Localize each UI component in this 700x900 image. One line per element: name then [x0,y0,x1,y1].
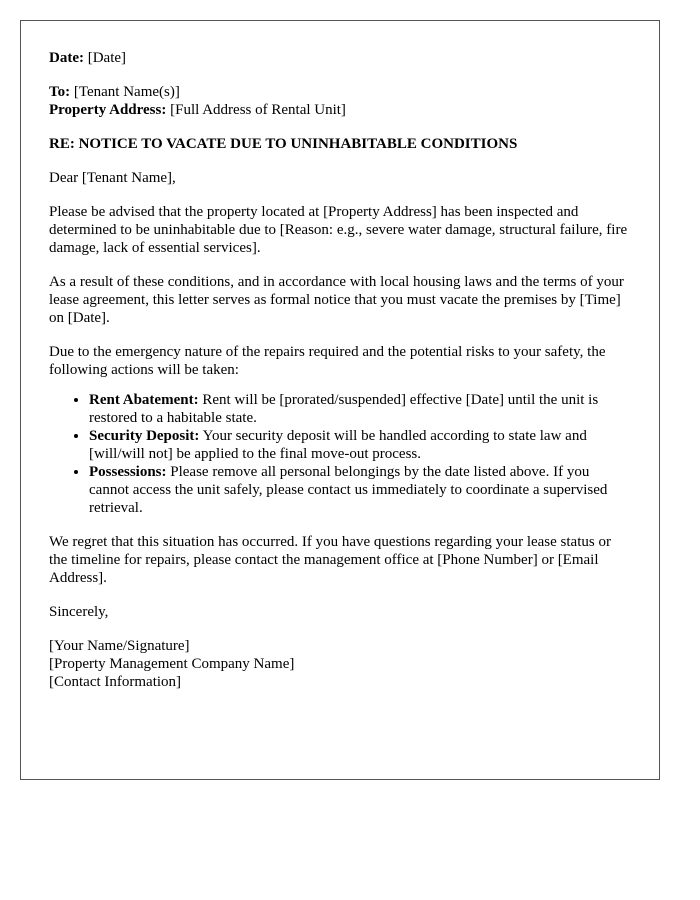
closing: Sincerely, [49,604,109,620]
action-label: Possessions: [89,464,167,480]
date-label: Date: [49,50,84,66]
to-label: To: [49,84,71,100]
property-address-label: Property Address: [49,102,167,118]
action-label: Security Deposit: [89,428,200,444]
paragraph-actions-intro: Due to the emergency nature of the repairs required and the potential risks to your safety, the following actions will be taken: [49,344,606,378]
date-line [49,49,631,67]
salutation: Dear [Tenant Name], [49,170,176,186]
actions-list [49,391,631,517]
action-security-deposit [89,427,631,463]
signature-name: [Your Name/Signature] [49,638,190,654]
date-value: [Date] [87,50,127,66]
action-text: Rent will be [prorated/suspended] effective [Date] until the unit is restored to a habitable state. [89,392,599,426]
action-text: Please remove all personal belongings by the date listed above. If you cannot access the unit safely, please contact us immediately to coordinate a supervised retrieval. [89,464,608,516]
paragraph-inspection: Please be advised that the property located at [Property Address] has been inspected and determined to be uninhabitable due to [Reason: e.g., severe water damage, structural failure, fire damage, lack of essential services]. [49,204,628,256]
subject-line: RE: NOTICE TO VACATE DUE TO UNINHABITABLE CONDITIONS [49,136,518,152]
letter-page [20,20,660,780]
action-possessions [89,463,631,517]
to-line [49,83,631,101]
action-rent-abatement [89,391,631,427]
action-label: Rent Abatement: [89,392,199,408]
signature-block [49,637,631,691]
property-address-line [49,101,631,119]
to-value: [Tenant Name(s)] [73,84,180,100]
property-address-value: [Full Address of Rental Unit] [170,102,346,118]
signature-company: [Property Management Company Name] [49,656,295,672]
signature-contact: [Contact Information] [49,674,182,690]
action-text: Your security deposit will be handled according to state law and [will/will not] be applied to the final move-out process. [89,428,587,462]
paragraph-notice: As a result of these conditions, and in accordance with local housing laws and the terms of your lease agreement, this letter serves as formal notice that you must vacate the premises by [Time] on [Date]. [49,274,624,326]
paragraph-contact: We regret that this situation has occurred. If you have questions regarding your lease status or the timeline for repairs, please contact the management office at [Phone Number] or [Email Address]. [49,534,611,586]
recipient-block [49,83,631,119]
